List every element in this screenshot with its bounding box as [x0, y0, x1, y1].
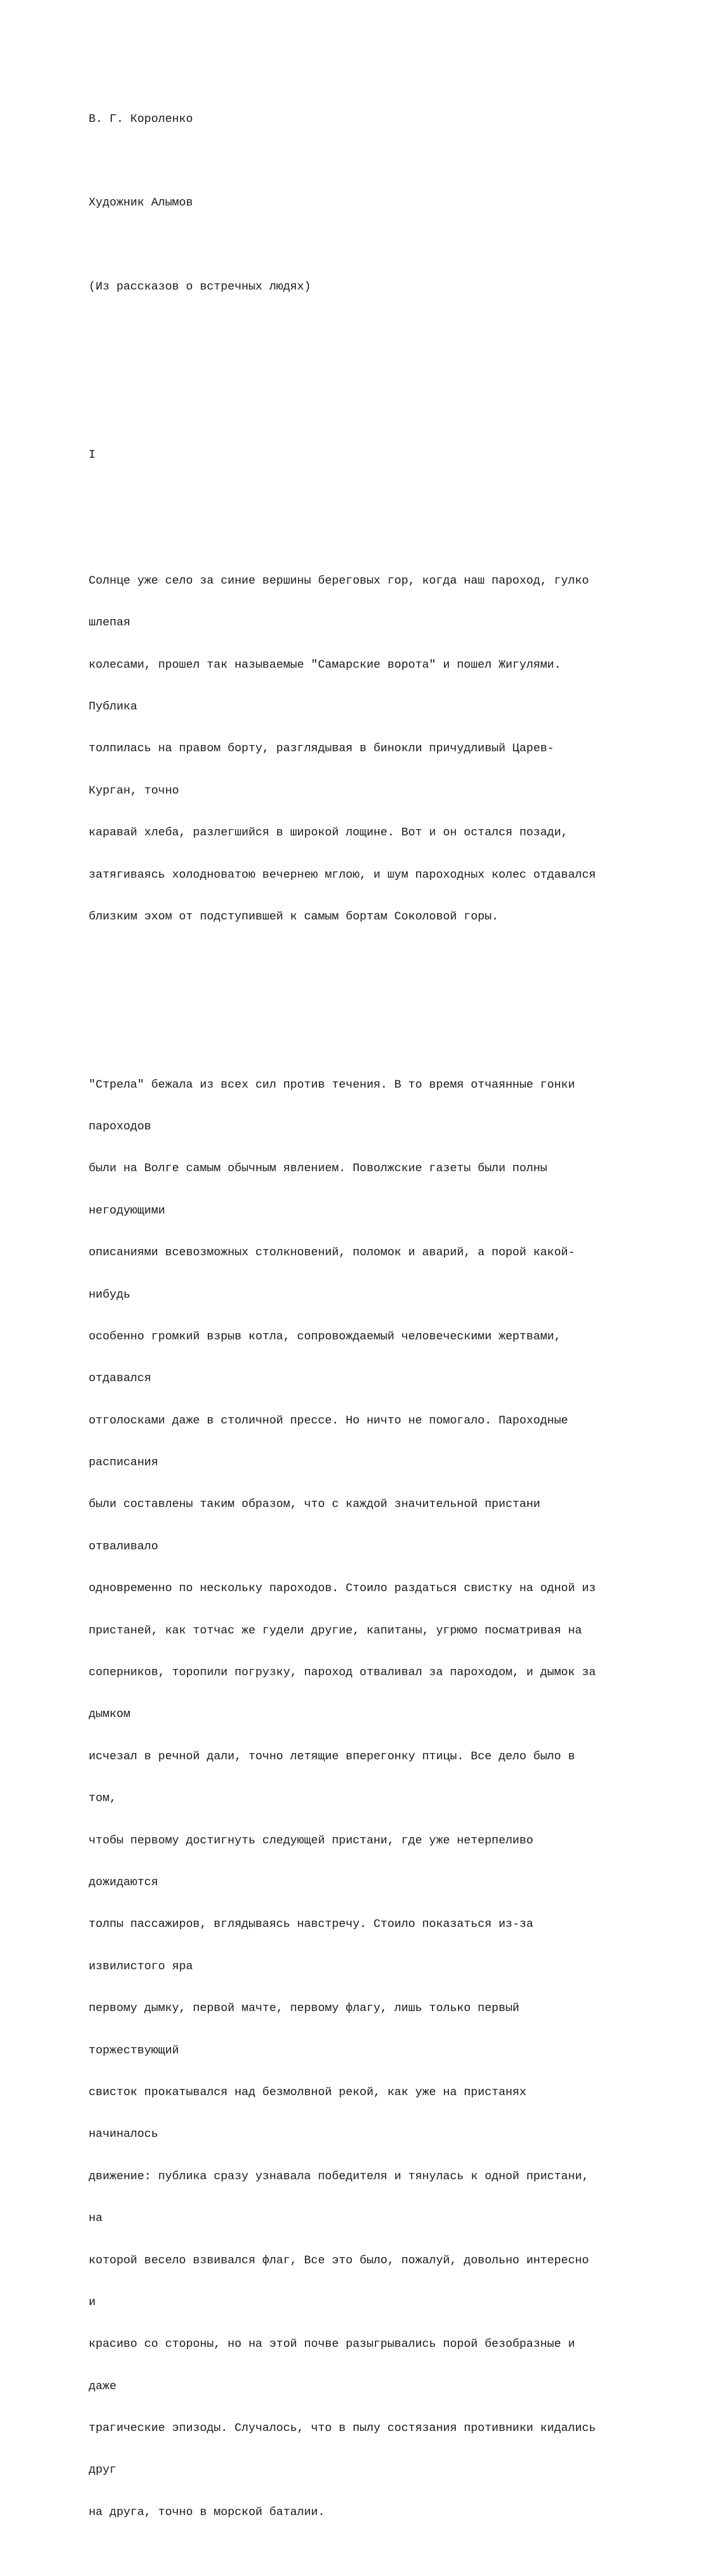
blank-line [89, 155, 699, 169]
blank-line [89, 490, 699, 505]
paragraph-line: на друга, точно в морской баталии. [89, 2505, 325, 2519]
paragraph-line: Публика [89, 700, 138, 714]
paragraph-line: чтобы первому достигнуть следующей пристани, где уже нетерпеливо [89, 1834, 534, 1847]
paragraph-line: на [89, 2212, 103, 2225]
subtitle-line: (Из рассказов о встречных людях) [89, 281, 311, 294]
paragraph-line: первому дымку, первой мачте, первому флагу, лишь только первый [89, 2002, 520, 2016]
author-line: В. Г. Короленко [89, 112, 193, 126]
document-text [89, 85, 699, 2576]
paragraph-line: свисток прокатывался над безмолвной рекой, как уже на пристанях [89, 2086, 527, 2099]
paragraph-line: начиналось [89, 2128, 159, 2141]
paragraph-line: нибудь [89, 1288, 130, 1302]
paragraph-line: отдавался [89, 1372, 151, 1386]
paragraph-line: которой весело взвивался флаг, Все это было, пожалуй, довольно интересно [89, 2254, 589, 2267]
paragraph-1 [89, 546, 699, 952]
chapter-heading: I [89, 448, 96, 462]
paragraph-line: движение: публика сразу узнавала победителя и тянулась к одной пристани, [89, 2170, 589, 2183]
paragraph-line: Курган, точно [89, 784, 179, 798]
paragraph-line: дымком [89, 1708, 130, 1721]
paragraph-line: толпилась на правом борту, разглядывая в бинокли причудливый Царев- [89, 742, 555, 756]
paragraph-line: дожидаются [89, 1876, 159, 1889]
paragraph-line: извилистого яра [89, 1960, 193, 1973]
paragraph-line: близким эхом от подступившей к самым бортам Соколовой горы. [89, 910, 499, 924]
paragraph-line: исчезал в речной дали, точно летящие вперегонку птицы. Все дело было в [89, 1750, 575, 1763]
paragraph-line: каравай хлеба, разлегшийся в широкой лощине. Вот и он остался позади, [89, 826, 568, 840]
paragraph-line: красиво со стороны, но на этой почве разыгрывались порой безобразные и [89, 2338, 575, 2351]
blank-line [89, 239, 699, 253]
paragraph-line: колесами, прошел так называемые "Самарские ворота" и пошел Жигулями. [89, 658, 561, 672]
paragraph-line: даже [89, 2380, 117, 2393]
paragraph-line: отваливало [89, 1540, 159, 1553]
blank-line [89, 406, 699, 420]
paragraph-line: друг [89, 2464, 117, 2477]
paragraph-line: торжествующий [89, 2044, 179, 2057]
paragraph-line: Солнце уже село за синие вершины береговых гор, когда наш пароход, гулко [89, 574, 589, 588]
blank-line [89, 323, 699, 337]
paragraph-line: описаниями всевозможных столкновений, поломок и аварий, а порой какой- [89, 1246, 575, 1260]
blank-line [89, 995, 699, 1009]
paragraph-line: пристаней, как тотчас же гудели другие, капитаны, угрюмо посматривая на [89, 1624, 582, 1637]
paragraph-line: толпы пассажиров, вглядываясь навстречу. Стоило показаться из-за [89, 1918, 534, 1931]
paragraph-line: "Стрела" бежала из всех сил против течения. В то время отчаянные гонки [89, 1078, 575, 1092]
paragraph-line: соперников, торопили погрузку, пароход отваливал за пароходом, и дымок за [89, 1666, 596, 1680]
paragraph-line: негодующими [89, 1204, 165, 1217]
paragraph-line: особенно громкий взрыв котла, сопровождаемый человеческими жертвами, [89, 1330, 561, 1343]
paragraph-line: том, [89, 1792, 117, 1806]
paragraph-line: отголосками даже в столичной прессе. Но ничто не помогало. Пароходные [89, 1414, 568, 1427]
paragraph-line: затягиваясь холодноватою вечернею мглою, и шум пароходных колес отдавался [89, 868, 596, 882]
paragraph-line: шлепая [89, 616, 130, 630]
paragraph-line: трагические эпизоды. Случалось, что в пылу состязания противники кидались [89, 2422, 596, 2435]
paragraph-line: и [89, 2295, 96, 2309]
paragraph-line: были составлены таким образом, что с каждой значительной пристани [89, 1498, 540, 1512]
paragraph-line: пароходов [89, 1120, 151, 1133]
blank-line [89, 365, 699, 379]
paragraph-2 [89, 1050, 699, 2548]
paragraph-line: расписания [89, 1456, 159, 1470]
title-line: Художник Алымов [89, 196, 193, 210]
paragraph-line: были на Волге самым обычным явлением. Поволжские газеты были полны [89, 1162, 547, 1176]
paragraph-line: одновременно по нескольку пароходов. Стоило раздаться свистку на одной из [89, 1582, 596, 1596]
